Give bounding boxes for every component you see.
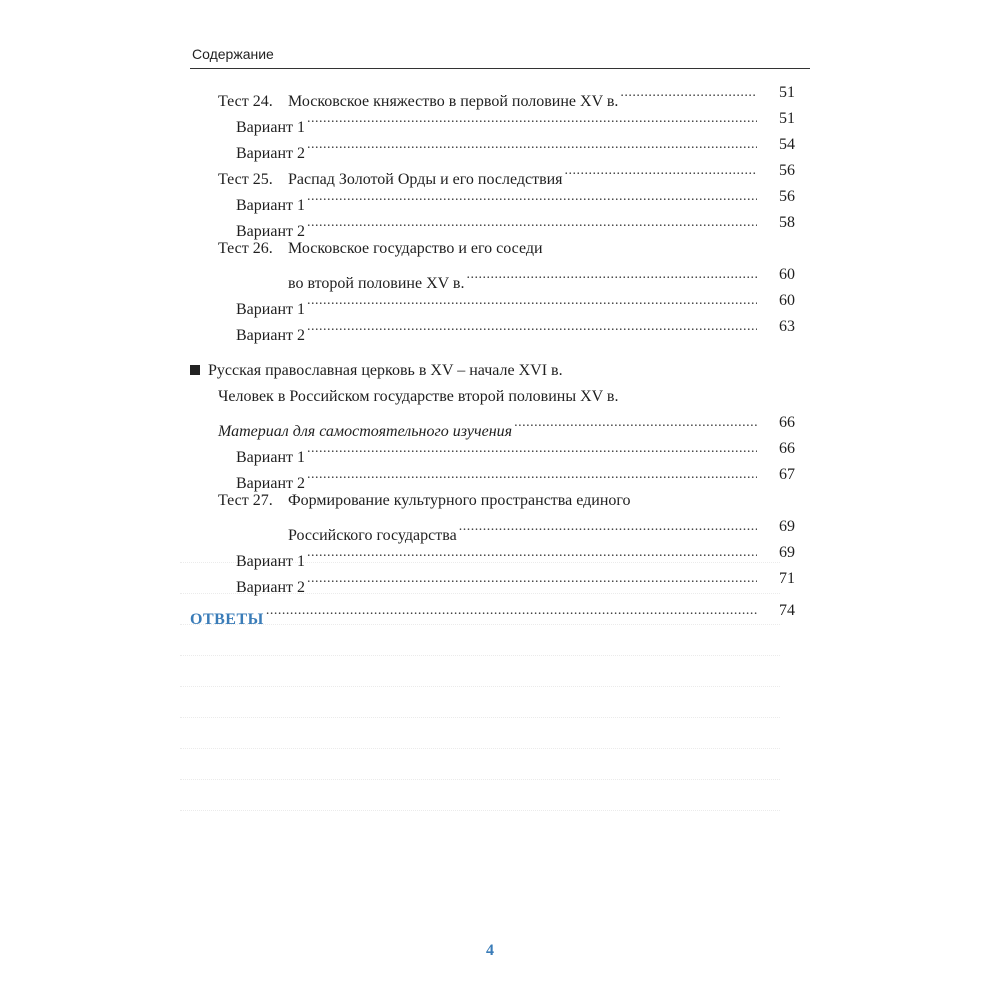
- leader-dots: [620, 80, 757, 106]
- table-of-contents: [190, 80, 795, 628]
- answers-label: ОТВЕТЫ: [190, 607, 266, 633]
- variant-label: Вариант 1: [236, 193, 307, 219]
- test-number: Тест 25.: [218, 171, 273, 188]
- header-rule: [190, 68, 810, 69]
- toc-entry-test-26-cont[interactable]: [190, 262, 795, 292]
- page-ref: 66: [759, 436, 795, 462]
- page-number: 4: [486, 942, 494, 959]
- leader-dots: [307, 210, 757, 236]
- square-bullet-icon: [190, 365, 200, 375]
- page-ref: 58: [759, 210, 795, 236]
- variant-label: Вариант 1: [236, 115, 307, 141]
- leader-dots: [565, 158, 757, 184]
- leader-dots: [307, 288, 757, 314]
- page-ref: 51: [759, 106, 795, 132]
- variant-label: Вариант 2: [236, 219, 307, 245]
- test-title-line2: во второй половине XV в.: [288, 271, 466, 297]
- variant-label: Вариант 2: [236, 323, 307, 349]
- test-title: Распад Золотой Орды и его последствия: [288, 171, 563, 188]
- toc-entry-test-24[interactable]: [190, 80, 795, 110]
- section-title-line1: Русская православная церковь в XV – начале XVI в.: [208, 362, 563, 379]
- leader-dots: [307, 436, 757, 462]
- toc-entry-variant[interactable]: [190, 106, 795, 136]
- page-ref: 66: [759, 410, 795, 436]
- toc-entry-variant[interactable]: [190, 210, 795, 240]
- page-ref: 60: [759, 288, 795, 314]
- toc-entry-variant[interactable]: [190, 436, 795, 466]
- toc-entry-variant[interactable]: [190, 184, 795, 214]
- leader-dots: [307, 540, 757, 566]
- page-ref: 51: [759, 80, 795, 106]
- page-ref: 63: [759, 314, 795, 340]
- page-ref: 71: [759, 566, 795, 592]
- test-title: Московское княжество в первой половине XV в.: [288, 93, 619, 110]
- toc-entry-test-25[interactable]: [190, 158, 795, 188]
- toc-entry-variant[interactable]: [190, 288, 795, 318]
- toc-entry-variant[interactable]: [190, 566, 795, 596]
- test-number: Тест 26.: [218, 240, 273, 257]
- leader-dots: [307, 462, 757, 488]
- toc-entry-test-27-cont[interactable]: [190, 514, 795, 544]
- toc-entry-variant[interactable]: [190, 132, 795, 162]
- section-heading: [190, 358, 795, 384]
- test-number: Тест 24.: [218, 93, 273, 110]
- leader-dots: [466, 262, 757, 288]
- toc-entry-material[interactable]: [190, 410, 795, 440]
- leader-dots: [307, 184, 757, 210]
- toc-entry-variant[interactable]: [190, 540, 795, 570]
- page-ref: 69: [759, 540, 795, 566]
- page-ref: 56: [759, 184, 795, 210]
- variant-label: Вариант 1: [236, 549, 307, 575]
- page-ref: 67: [759, 462, 795, 488]
- leader-dots: [307, 566, 757, 592]
- toc-entry-answers[interactable]: [190, 598, 795, 628]
- toc-entry-variant[interactable]: [190, 314, 795, 344]
- variant-label: Вариант 2: [236, 575, 307, 601]
- variant-label: Вариант 1: [236, 445, 307, 471]
- variant-label: Вариант 2: [236, 471, 307, 497]
- test-title-line1: Московское государство и его соседи: [288, 240, 543, 257]
- toc-entry-variant[interactable]: [190, 462, 795, 492]
- leader-dots: [459, 514, 757, 540]
- page-ref: 54: [759, 132, 795, 158]
- variant-label: Вариант 2: [236, 141, 307, 167]
- page-ref: 60: [759, 262, 795, 288]
- running-head-title: Содержание: [192, 46, 274, 62]
- test-title-line1: Формирование культурного пространства единого: [288, 492, 631, 509]
- page-ref: 56: [759, 158, 795, 184]
- page-ref: 74: [759, 598, 795, 624]
- test-title-line2: Российского государства: [288, 523, 459, 549]
- toc-entry-test-27[interactable]: [190, 488, 795, 514]
- section-heading-cont: [190, 384, 795, 410]
- leader-dots: [307, 132, 757, 158]
- section-title-line2: Человек в Российском государстве второй половины XV в.: [218, 388, 619, 405]
- leader-dots: [514, 410, 757, 436]
- leader-dots: [307, 106, 757, 132]
- leader-dots: [266, 598, 757, 624]
- leader-dots: [307, 314, 757, 340]
- test-number: Тест 27.: [218, 492, 273, 509]
- page-ref: 69: [759, 514, 795, 540]
- material-label: Материал для самостоятельного изучения: [218, 419, 514, 445]
- toc-entry-test-26[interactable]: [190, 236, 795, 262]
- variant-label: Вариант 1: [236, 297, 307, 323]
